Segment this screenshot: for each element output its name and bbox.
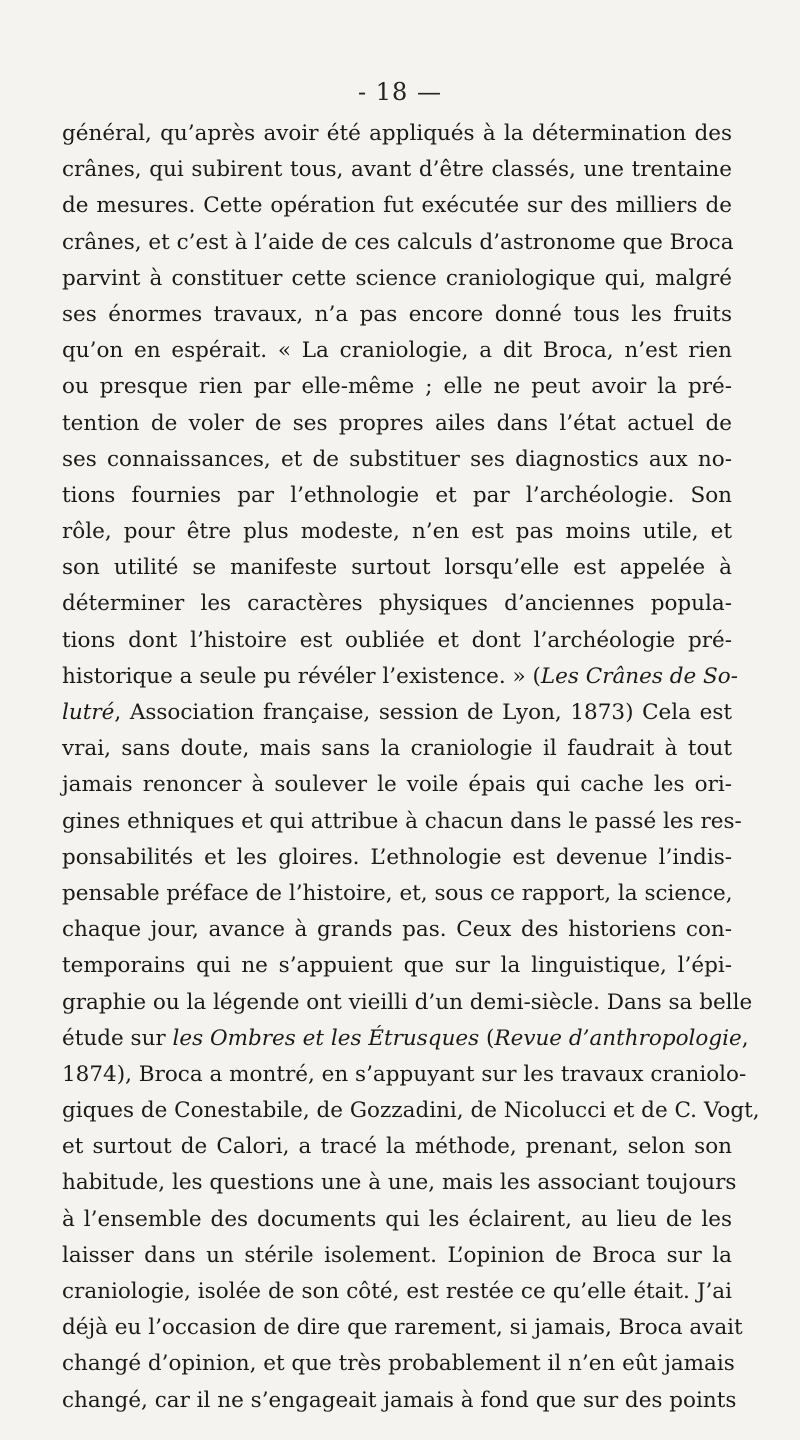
text-line <box>62 297 732 333</box>
text-segment: déterminer les caractères physiques d’anciennes popula- <box>62 591 732 617</box>
text-segment: 1874), Broca a montré, en s’appuyant sur les travaux craniolo- <box>62 1061 747 1087</box>
text-line <box>62 514 732 550</box>
text-line <box>62 1346 735 1382</box>
text-segment: ( <box>479 1025 495 1051</box>
text-line <box>62 478 732 514</box>
text-segment: chaque jour, avance à grands pas. Ceux des historiens con- <box>62 917 732 943</box>
text-line <box>62 767 732 803</box>
text-line <box>62 442 732 478</box>
text-line <box>62 1021 749 1057</box>
text-segment: temporains qui ne s’appuient que sur la linguistique, l’épi- <box>62 953 732 979</box>
text-segment: historique a seule pu révéler l’existence. » ( <box>62 663 541 689</box>
text-line <box>62 1093 760 1129</box>
text-segment: tions fournies par l’ethnologie et par l’archéologie. Son <box>62 482 732 508</box>
text-segment: , <box>741 1025 749 1051</box>
italic-segment: Les Crânes de So- <box>540 663 738 689</box>
text-line <box>62 1238 732 1274</box>
text-line <box>62 225 732 261</box>
italic-segment: les Ombres et les Étrusques <box>172 1025 480 1051</box>
text-segment: parvint à constituer cette science craniologique qui, malgré <box>62 265 732 291</box>
text-line <box>62 1129 732 1165</box>
text-line <box>62 1057 747 1093</box>
italic-segment: lutré <box>62 700 115 725</box>
text-segment: déjà eu l’occasion de dire que rarement, si jamais, Broca avait <box>62 1315 743 1341</box>
text-line <box>62 333 732 369</box>
text-segment: général, qu’après avoir été appliqués à la détermination des <box>62 121 732 146</box>
text-line <box>62 912 732 948</box>
text-segment: crânes, et c’est à l’aide de ces calculs d’astronome que Broca <box>62 229 734 255</box>
text-line <box>62 586 732 622</box>
text-segment: tention de voler de ses propres ailes dans l’état actuel de <box>62 410 732 436</box>
page-number: - 18 — <box>358 78 442 106</box>
text-line <box>62 369 732 405</box>
text-line <box>62 1310 743 1346</box>
text-segment: qu’on en espérait. « La craniologie, a dit Broca, n’est rien <box>62 338 732 364</box>
text-segment: pensable préface de l’histoire, et, sous ce rapport, la science, <box>62 880 733 906</box>
text-line <box>62 840 732 876</box>
text-line <box>62 948 732 984</box>
text-line <box>62 876 732 912</box>
text-line <box>62 731 732 767</box>
text-segment: craniologie, isolée de son côté, est restée ce qu’elle était. J’ai <box>62 1279 732 1304</box>
text-line <box>62 804 742 840</box>
text-line <box>62 1274 732 1310</box>
text-segment: crânes, qui subirent tous, avant d’être classés, une trentaine <box>62 157 732 183</box>
text-segment: habitude, les questions une à une, mais les associant toujours <box>62 1170 737 1196</box>
body-text <box>62 116 760 1419</box>
text-line <box>62 1383 737 1419</box>
text-segment: vrai, sans doute, mais sans la craniologie il faudrait à tout <box>62 736 732 762</box>
italic-segment: Revue d’anthropologie <box>494 1025 742 1051</box>
text-segment: et surtout de Calori, a tracé la méthode, prenant, selon son <box>62 1134 732 1160</box>
text-segment: changé d’opinion, et que très probablement il n’en eût jamais <box>62 1351 735 1377</box>
text-segment: son utilité se manifeste surtout lorsqu’elle est appelée à <box>62 555 732 581</box>
text-segment: de mesures. Cette opération fut exécutée sur des milliers de <box>62 193 732 219</box>
text-segment: laisser dans un stérile isolement. L’opinion de Broca sur la <box>62 1242 732 1268</box>
text-segment: étude sur <box>62 1025 173 1051</box>
text-line <box>62 659 738 695</box>
text-line <box>62 985 753 1021</box>
text-segment: graphie ou la légende ont vieilli d’un demi-siècle. Dans sa belle <box>62 989 753 1015</box>
text-segment: ses connaissances, et de substituer ses diagnostics aux no- <box>62 446 732 472</box>
text-segment: ou presque rien par elle-même ; elle ne peut avoir la pré- <box>62 374 732 400</box>
text-line <box>62 695 732 731</box>
text-segment: ponsabilités et les gloires. L’ethnologie est devenue l’indis- <box>62 844 732 870</box>
text-line <box>62 188 732 224</box>
text-segment: tions dont l’histoire est oubliée et dont l’archéologie pré- <box>62 627 732 653</box>
text-line <box>62 550 732 586</box>
text-line <box>62 152 732 188</box>
text-segment: gines ethniques et qui attribue à chacun dans le passé les res- <box>62 808 742 834</box>
text-line <box>62 1165 737 1201</box>
text-line <box>62 623 732 659</box>
text-segment: rôle, pour être plus modeste, n’en est pas moins utile, et <box>62 519 732 545</box>
text-segment: à l’ensemble des documents qui les éclairent, au lieu de les <box>62 1206 732 1232</box>
text-segment: jamais renoncer à soulever le voile épais qui cache les ori- <box>62 772 732 798</box>
text-segment: changé, car il ne s’engageait jamais à fond que sur des points <box>62 1387 737 1413</box>
text-line <box>62 261 732 297</box>
text-segment: giques de Conestabile, de Gozzadini, de Nicolucci et de C. Vogt, <box>62 1098 760 1124</box>
text-line <box>62 1202 732 1238</box>
text-line <box>62 116 732 152</box>
text-segment: ses énormes travaux, n’a pas encore donné tous les fruits <box>62 301 732 327</box>
text-line <box>62 406 732 442</box>
text-segment: , Association française, session de Lyon, 1873) Cela est <box>114 700 732 725</box>
